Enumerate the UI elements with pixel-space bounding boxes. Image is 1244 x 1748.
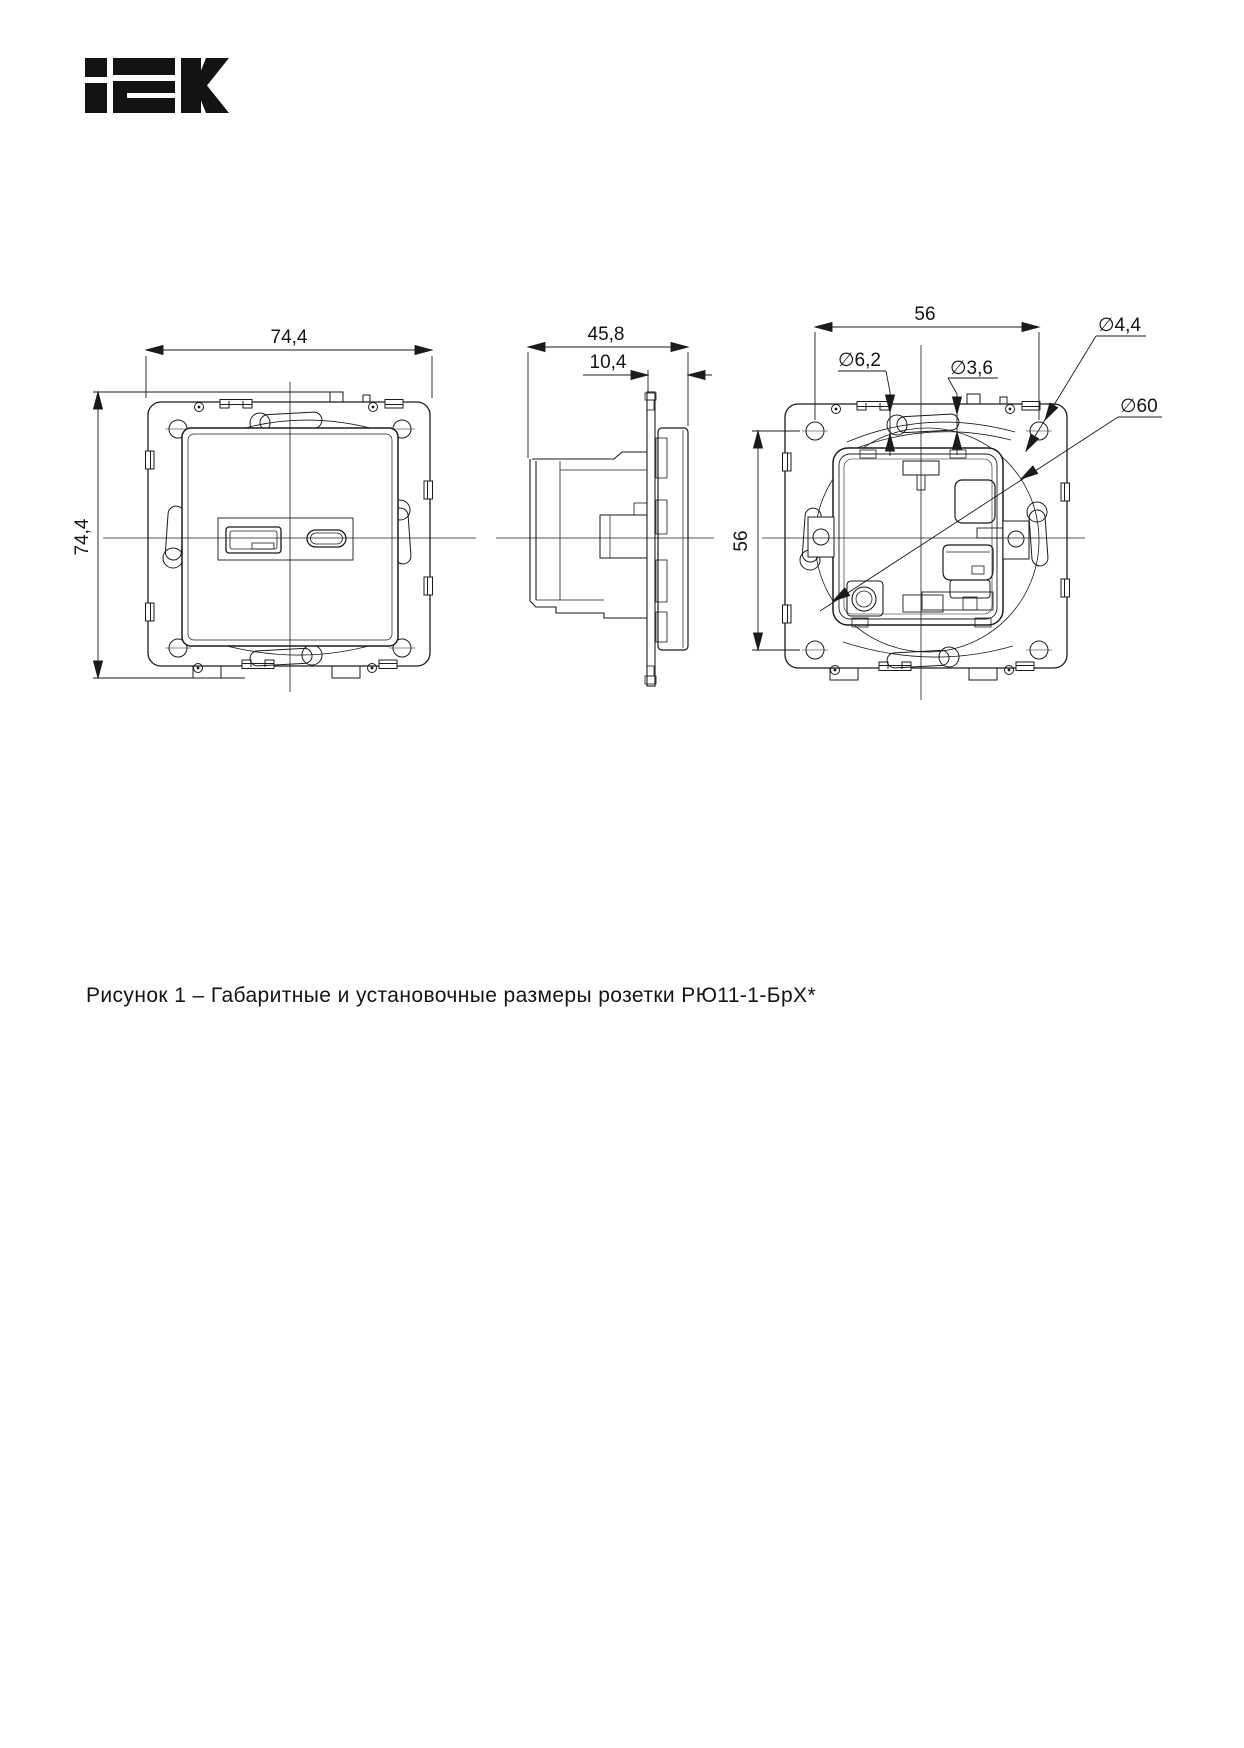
side-depth-label: 45,8 [587, 324, 625, 345]
slot-diameter-label: ∅6,2 [838, 350, 881, 371]
front-width-dimension [146, 327, 432, 398]
corner-hole-label: ∅4,4 [1098, 315, 1141, 336]
slot-narrow-callout [948, 358, 998, 455]
side-mechanism-box [530, 452, 647, 618]
figure-caption: Рисунок 1 – Габаритные и установочные размеры розетки РЮ11-1-БрХ* [86, 984, 817, 1007]
front-width-label: 74,4 [270, 327, 308, 348]
back-height-label: 56 [731, 530, 752, 552]
side-front-dimension [583, 352, 712, 392]
side-support-plate [645, 392, 656, 686]
corner-hole-callout [1022, 315, 1146, 453]
side-cover-plate [658, 428, 688, 650]
front-view [72, 327, 476, 692]
iek-logo [85, 58, 229, 113]
side-front-label: 10,4 [589, 352, 627, 373]
back-height-dimension [731, 431, 800, 650]
back-width-label: 56 [914, 304, 936, 325]
back-view [731, 304, 1162, 700]
slot-narrow-label: ∅3,6 [950, 358, 993, 379]
install-diameter-label: ∅60 [1120, 396, 1158, 417]
front-height-label: 74,4 [72, 518, 93, 556]
back-mechanism-box [833, 448, 1007, 627]
side-view [496, 324, 714, 686]
